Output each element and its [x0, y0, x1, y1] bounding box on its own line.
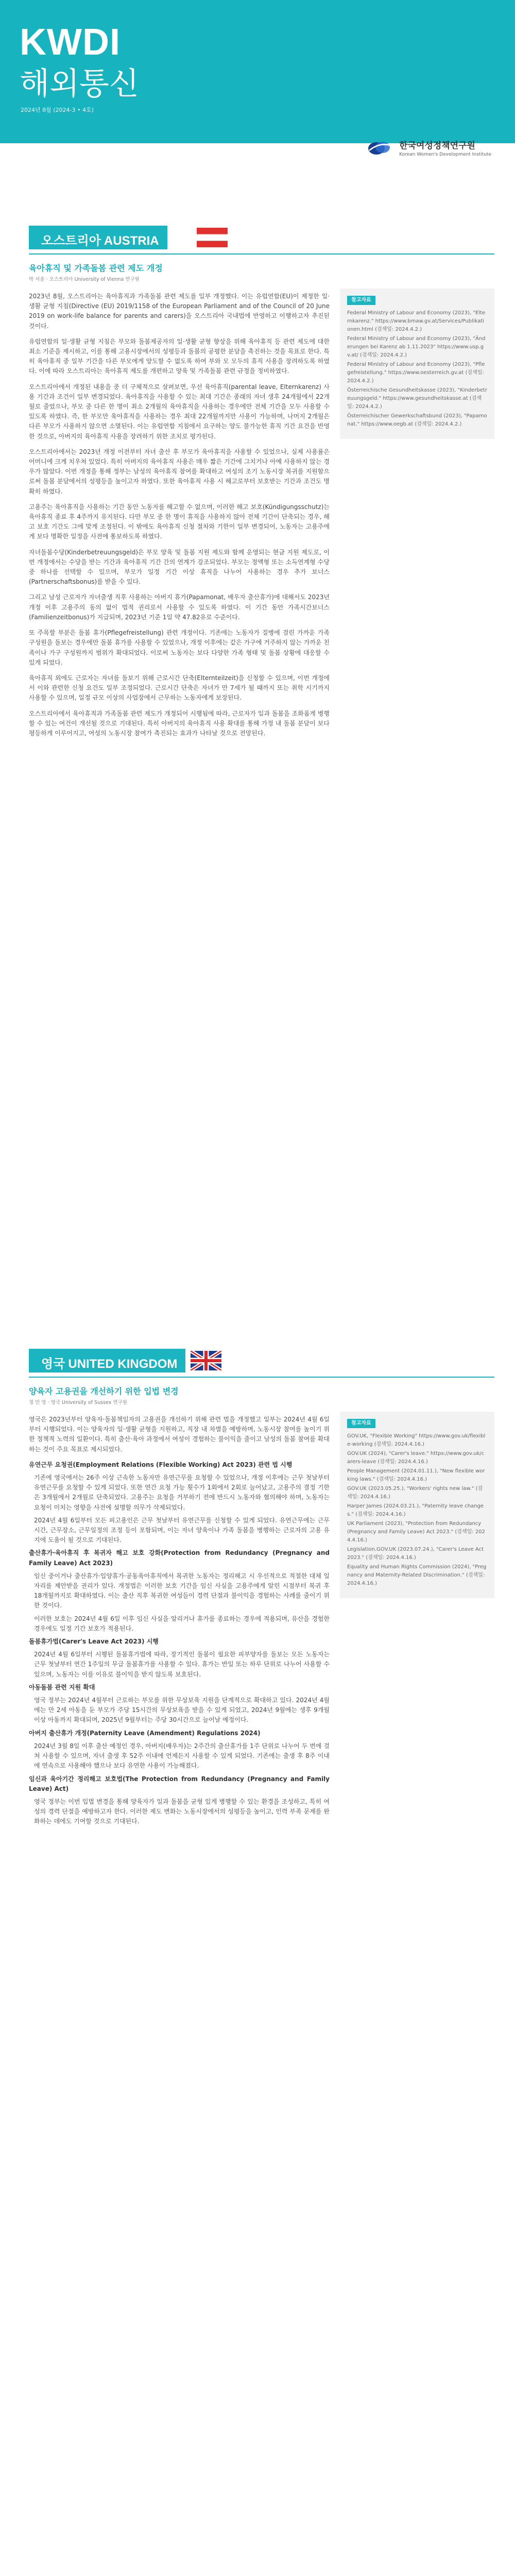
uk-paragraph: 2024년 3월 8일 이후 출산 예정인 경우, 아버지(배우자)는 2주간의 출산휴가를 1주 단위로 나누어 두 번에 걸쳐 사용할 수 있으며, 자녀 출생 후 52주 이내에 언제든지 사용할 수 있게 되었다. 기존에는 출생 후 8주 이내에 연속으로 사용해야 했으나 보다 유연한 사용이 가능해졌다. [34, 1742, 330, 1770]
austria-country-tag [29, 226, 167, 249]
reference-item: GOV.UK, "Flexible Working" https://www.gov.uk/flexible-working (검색일: 2024.4.16.) [347, 1433, 486, 1447]
uk-subheading: 임신과 육아기간 정리해고 보호법(The Protection from Redundancy (Pregnancy and Family Leave) Act) [29, 1775, 330, 1792]
austria-section [0, 226, 515, 249]
uk-article-body [29, 1415, 330, 1830]
austria-article-byline: 박 서윤 · 오스트리아 University of Vienna 연구원 [29, 277, 140, 282]
austria-country-bar [0, 226, 515, 249]
uk-article-title: 양육자 고용권을 개선하기 위한 입법 변경 [29, 1386, 179, 1396]
austria-country-kr: 오스트리아 [41, 234, 101, 248]
austria-flag-icon [197, 228, 228, 247]
austria-article-header [29, 263, 317, 283]
uk-paragraph: 이러한 보호는 2024년 4월 6일 이후 임신 사실을 알리거나 휴가를 종료하는 경우에 적용되며, 유산을 경험한 경우에도 일정 기간 보호가 적용된다. [34, 1615, 330, 1632]
uk-paragraph: 기존에 영국에서는 26주 이상 근속한 노동자만 유연근무를 요청할 수 있었으나, 개정 이후에는 근무 첫날부터 유연근무를 요청할 수 있게 되었다. 또한 연간 요청 가능 횟수가 1회에서 2회로 늘어났고, 고용주의 결정 기한은 3개월에서 2개월로 단축되었다. 고용주는 요청을 거부하기 전에 반드시 노동자와 협의해야 하며, 노동자는 요청이 미치는 영향을 사전에 설명할 의무가 삭제되었다. [34, 1474, 330, 1511]
reference-item: People Management (2024.01.11.), "New flexible working laws." (검색일: 2024.4.16.) [347, 1468, 485, 1482]
austria-paragraph: 2023년 8월, 오스트리아는 육아휴직과 가족돌봄 관련 제도를 일부 개정했다. 이는 유럽연합(EU)이 제정한 일·생활 균형 지침(Directive (EU) 2019/1158 of the European Parliament and of the Council of 20 June 2019 on work-life balance for parents and carers)을 오스트리아 국내법에 반영하고 이행하고자 추진된 것이다. [29, 293, 330, 330]
uk-paragraph: 영국 정부는 이번 입법 변경을 통해 양육자가 일과 돌봄을 균형 있게 병행할 수 있는 환경을 조성하고, 특히 여성의 경력 단절을 예방하고자 한다. 이러한 제도 변화는 노동시장에서의 성평등을 높이고, 인력 부족 문제를 완화하는 데에도 기여할 것으로 기대된다. [34, 1798, 330, 1825]
uk-subheading: 아동돌봄 관련 지원 확대 [29, 1683, 95, 1691]
reference-item: Federal Ministry of Labour and Economy (2023), "Elternkarenz." https://www.bmaw.gv.at/Services/Publikationen.html (검색일: 2024.4.2.) [347, 310, 486, 332]
institute-name [399, 138, 491, 157]
uk-flag-icon [191, 1351, 221, 1370]
uk-divider [29, 1377, 494, 1378]
institute-logo-icon [366, 137, 395, 158]
austria-article-title: 육아휴직 및 가족돌봄 관련 제도 개정 [29, 263, 163, 273]
uk-country-tag [29, 1349, 185, 1372]
uk-paragraph: 영국 정부는 2024년 4월부터 근로하는 부모를 위한 무상보육 지원을 단계적으로 확대하고 있다. 2024년 4월에는 만 2세 아동을 둔 부모가 주당 15시간의 무상보육을 받을 수 있게 되었고, 2024년 9월에는 생후 9개월 이상 아동까지 확대되며, 2025년 9월부터는 주당 30시간으로 늘어날 예정이다. [34, 1697, 330, 1724]
issue-info: 2024년 8월 (2024-3 • 4호) [21, 107, 94, 113]
uk-paragraph: 임신 중이거나 출산휴가·입양휴가·공동육아휴직에서 복귀한 노동자는 정리해고 시 우선적으로 적절한 대체 일자리를 제안받을 권리가 있다. 개정법은 이러한 보호 기간을 임신 사실을 고용주에게 알린 시점부터 복귀 후 18개월까지로 확대하였다. 이는 출산 직후 복귀한 여성들이 경력 단절과 불이익을 경험하는 사례를 줄이기 위한 것이다. [34, 1572, 330, 1609]
masthead [0, 0, 515, 143]
austria-country-en: AUSTRIA [104, 234, 159, 248]
uk-subheading: 돌봄휴가법(Carer's Leave Act 2023) 시행 [29, 1638, 159, 1646]
reference-item: GOV.UK (2024), "Carer's leave." https://www.gov.uk/carers-leave (검색일: 2024.4.16.) [347, 1451, 485, 1465]
masthead-title: KWDI [20, 22, 121, 63]
reference-item: Harper James (2024.03.21.), "Paternity leave changes." (검색일: 2024.4.16.) [347, 1503, 484, 1517]
austria-paragraph: 오스트리아에서는 2023년 개정 이전부터 자녀 출산 후 부모가 육아휴직을 사용할 수 있었으나, 실제 사용률은 어머니에 크게 치우쳐 있었다. 특히 아버지의 육아휴직 사용은 매우 짧은 기간에 그치거나 아예 사용하지 않는 경우가 많았다. 이번 개정을 통해 정부는 남성의 육아휴직 참여를 확대하고 여성의 조기 노동시장 복귀를 지원함으로써 돌봄 분담에서의 성평등을 높이고자 하였다. 또한 육아휴직 사용 시 해고로부터 보호받는 기간과 조건도 명확히 하였다. [29, 448, 330, 495]
austria-paragraph: 유럽연합의 일·생활 균형 지침은 부모와 돌봄제공자의 일·생활 균형 향상을 위해 육아휴직 등 관련 제도에 대한 최소 기준을 제시하고, 이를 통해 고용시장에서의 성평등과 돌봄의 공평한 분담을 촉진하는 것을 목표로 한다. 특히 육아휴직 중 일부 기간을 다른 부모에게 양도할 수 없도록 하여 부와 모 모두의 휴직 사용을 장려하도록 하였다. 이에 따라 오스트리아는 육아휴직 제도를 개편하고 양육 및 가족돌봄 관련 규정을 정비하였다. [29, 337, 330, 375]
austria-paragraph: 육아휴직 외에도 근로자는 자녀를 돌보기 위해 근로시간 단축(Elternteilzeit)을 신청할 수 있으며, 이번 개정에서 이와 관련한 신청 요건도 일부 조정되었다. 근로시간 단축은 자녀가 만 7세가 될 때까지 또는 취학 시기까지 사용할 수 있으며, 일정 규모 이상의 사업장에서 근무하는 노동자에게 보장된다. [29, 674, 330, 702]
austria-paragraph: 자녀돌봄수당(Kinderbetreuungsgeld)은 부모 양육 및 돌봄 지원 제도와 함께 운영되는 현금 지원 제도로, 이번 개정에서는 수당을 받는 기간과 육아휴직 기간 간의 연계가 강조되었다. 부모는 정액형 또는 소득연계형 수당 중 하나를 선택할 수 있으며, 부모가 일정 기간 이상 휴직을 나누어 사용하는 경우 추가 보너스(Partnerschaftsbonus)를 받을 수 있다. [29, 548, 330, 586]
austria-references-box [340, 289, 494, 439]
uk-subheading: 출산휴가·육아휴직 후 복귀자 해고 보호 강화(Protection from Redundancy (Pregnancy and Family Leave) Act 2023) [29, 1549, 330, 1567]
uk-country-en: UNITED KINGDOM [68, 1357, 178, 1371]
reference-item: Österreichische Gesundheitskasse (2023), "Kinderbetreuungsgeld." https://www.gesundheitskasse.at (검색일: 2024.4.2.) [347, 387, 487, 410]
uk-references-heading: 참고자료 [347, 1419, 375, 1428]
masthead-subtitle: 해외통신 [20, 66, 139, 102]
austria-divider [29, 253, 494, 255]
reference-item: Legislation.GOV.UK (2023.07.24.), "Carer's Leave Act 2023." (검색일: 2024.4.16.) [347, 1547, 484, 1561]
uk-paragraph: 2024년 4월 6일부터 모든 피고용인은 근무 첫날부터 유연근무를 신청할 수 있게 되었다. 유연근무에는 근무시간, 근무장소, 근무일정의 조정 등이 포함되며, 이는 자녀 양육이나 가족 돌봄을 병행하는 근로자의 고용 유지에 도움이 될 것으로 기대된다. [34, 1516, 330, 1544]
reference-item: Equality and Human Rights Commission (2024), "Pregnancy and Maternity-Related Discrimination." (검색일: 2024.4.16.) [347, 1564, 487, 1586]
austria-paragraph: 또 주목할 부분은 돌봄 휴가(Pflegefreistellung) 관련 개정이다. 기존에는 노동자가 질병에 걸린 가까운 가족 구성원을 돌보는 경우에만 돌봄 휴가를 사용할 수 있었으나, 개정 이후에는 같은 가구에 거주하지 않는 가까운 친족이나 가구 구성원까지 범위가 확대되었다. 이로써 노동자는 보다 다양한 가족 형태 및 돌봄 상황에 대응할 수 있게 되었다. [29, 629, 330, 666]
uk-references-box [340, 1412, 494, 1598]
uk-country-kr: 영국 [41, 1357, 65, 1371]
institute-name-ko: 한국여성정책연구원 [399, 140, 475, 151]
logo-row [0, 140, 515, 183]
institute-logo [366, 137, 491, 158]
uk-section [0, 1349, 515, 1372]
uk-paragraph: 영국은 2023년부터 양육자·돌봄책임자의 고용권을 개선하기 위해 관련 법을 개정했고 일부는 2024년 4월 6일부터 시행되었다. 이는 양육자의 일·생활 균형을 지원하고, 직장 내 차별을 예방하며, 노동시장 참여를 높이기 위한 정책적 노력의 일환이다. 특히 출산·육아 과정에서 여성이 경험하는 불이익을 줄이고 남성의 돌봄 참여를 확대하는 것이 주요 목표로 제시되었다. [29, 1416, 330, 1453]
reference-item: GOV.UK (2023.05.25.), "Workers' rights new law." (검색일: 2024.4.16.) [347, 1486, 483, 1500]
austria-paragraph: 고용주는 육아휴직을 사용하는 기간 동안 노동자를 해고할 수 없으며, 이러한 해고 보호(Kündigungsschutz)는 육아휴직 종료 후 4주까지 유지된다. 다만 부모 중 한 명이 휴직을 사용하지 않아 전체 기간이 단축되는 경우, 해고 보호 기간도 그에 맞게 조정된다. 이 밖에도 육아휴직 신청 절차와 기한이 일부 변경되어, 노동자는 고용주에게 보다 명확한 일정을 사전에 통보하도록 하였다. [29, 503, 330, 540]
institute-tagline: Korean Women's Development Institute [399, 151, 491, 157]
uk-subheading: 아버지 출산휴가 개정(Paternity Leave (Amendment) Regulations 2024) [29, 1729, 261, 1737]
uk-paragraph: 2024년 4월 6일부터 시행된 돌봄휴가법에 따라, 장기적인 돌봄이 필요한 피부양자를 돌보는 모든 노동자는 근무 첫날부터 연간 1주일의 무급 돌봄휴가를 사용할 수 있다. 휴가는 반일 또는 하루 단위로 나누어 사용할 수 있으며, 노동자는 이를 이유로 불이익을 받지 않도록 보호된다. [34, 1651, 330, 1678]
reference-item: Federal Ministry of Labour and Economy (2023), "Änderungen bei Karenz ab 1.11.2023" https://www.usp.gv.at/ (검색일: 2024.4.2.) [347, 336, 486, 358]
uk-country-bar [0, 1349, 515, 1372]
reference-item: UK Parliament (2023), "Protection from Redundancy (Pregnancy and Family Leave) Act 2023." (검색일: 2024.4.16.) [347, 1521, 485, 1543]
reference-item: Federal Ministry of Labour and Economy (2023), "Pflegefreistellung." https://www.oesterreich.gv.at (검색일: 2024.4.2.) [347, 362, 485, 384]
austria-paragraph: 오스트리아에서 육아휴직과 가족돌봄 관련 제도가 개정되어 시행됨에 따라, 근로자가 일과 돌봄을 조화롭게 병행할 수 있는 여건이 개선될 것으로 기대된다. 특히 아버지의 육아휴직 사용 확대를 통해 가정 내 돌봄 분담이 보다 평등하게 이루어지고, 여성의 노동시장 참여가 촉진되는 효과가 나타날 것으로 전망된다. [29, 709, 330, 737]
austria-article-body [29, 292, 330, 744]
uk-article-byline: 정 민 영 · 영국 University of Sussex 연구원 [29, 1400, 127, 1405]
austria-references-heading: 참고자료 [347, 296, 375, 305]
austria-paragraph: 그리고 남성 근로자가 자녀출생 직후 사용하는 아버지 휴가(Papamonat, 배우자 출산휴가)에 대해서도 2023년 개정 이후 고용주의 동의 없이 법적 권리로서 사용할 수 있도록 하였다. 이 기간 동안 가족시간보너스(Familienzeitbonus)가 지급되며, 2023년 기준 1일 약 47.82유로 수준이다. [29, 594, 330, 621]
uk-article-header [29, 1386, 317, 1406]
uk-subheading: 유연근무 요청권(Employment Relations (Flexible Working) Act 2023) 관련 법 시행 [29, 1461, 293, 1468]
austria-paragraph: 오스트리아에서 개정된 내용을 중 더 구체적으로 살펴보면, 우선 육아휴직(parental leave, Elternkarenz) 사용 기간과 조건이 일부 변경되었다. 육아휴직을 사용할 수 있는 최대 기간은 종래의 자녀 생후 24개월에서 22개월로 줄었으나, 부모 중 다른 한 명이 최소 2개월의 육아휴직을 사용하는 경우에만 전체 기간을 모두 사용할 수 있도록 하였다. 즉, 한 부모만 육아휴직을 사용하는 경우 최대 22개월까지만 사용이 가능하며, 나머지 2개월은 다른 부모가 사용하지 않으면 소멸된다. 이는 유럽연합 지침에서 요구하는 양도 불가능한 휴직 기간 요건을 반영한 것으로, 아버지의 육아휴직 사용을 장려하기 위한 조치로 평가된다. [29, 383, 330, 440]
reference-item: Österreichischer Gewerkschaftsbund (2023), "Papamonat." https://www.oegb.at (검색일: 2024.4.2.) [347, 413, 487, 427]
